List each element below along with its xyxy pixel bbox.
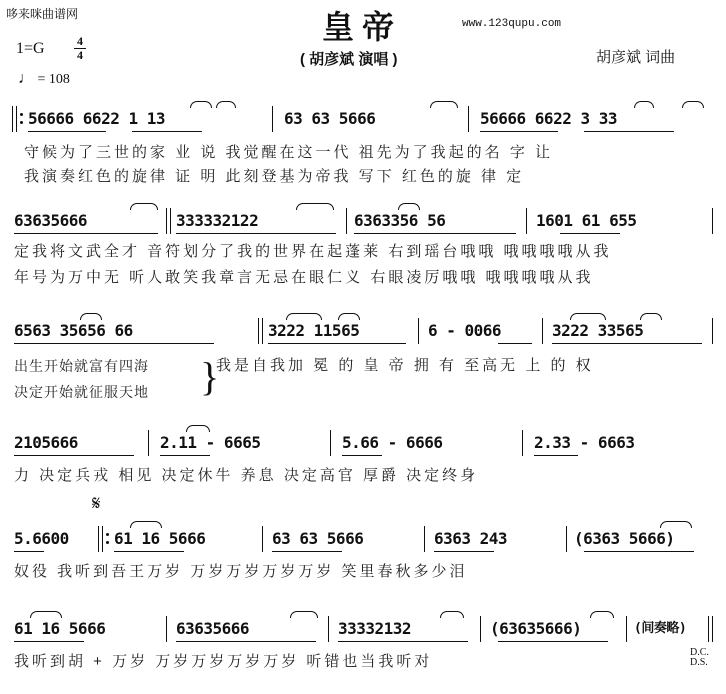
barline xyxy=(272,106,273,132)
beam-underline xyxy=(272,551,342,552)
song-title: 皇帝 xyxy=(322,8,403,46)
slur xyxy=(130,521,162,528)
time-signature-top: 4 xyxy=(77,34,83,48)
measure: 63635666 xyxy=(176,619,250,638)
beam-underline xyxy=(434,551,494,552)
beam-underline xyxy=(342,455,382,456)
measure: 2.33 - 6663 xyxy=(534,433,635,452)
measure-interlude: (6363 5666) xyxy=(574,529,675,548)
measure: 1601 61 655 xyxy=(536,211,637,230)
beam-underline xyxy=(560,233,620,234)
time-signature-bottom: 4 xyxy=(77,48,83,62)
site-url[interactable]: www.123qupu.com xyxy=(462,18,562,30)
lyric-line: 决定开始就征服天地 xyxy=(14,384,149,400)
site-name: 哆来咪曲谱网 xyxy=(6,7,79,21)
barline xyxy=(166,208,171,234)
lyric-line: 出生开始就富有四海 xyxy=(14,358,149,374)
composer-credit: 胡彦斌 词曲 xyxy=(596,49,676,66)
lyric-line: 年号为万中无 听人敢笑我章言无忌在眼仁义 右眼凌厉哦哦 哦哦哦哦从我 xyxy=(14,269,594,286)
repeat-start-barline xyxy=(12,106,17,132)
beam-underline xyxy=(28,131,106,132)
measure: 333332122 xyxy=(176,211,259,230)
beam-underline xyxy=(160,455,210,456)
beam-underline xyxy=(534,455,578,456)
slur xyxy=(80,313,102,320)
repeat-dot xyxy=(20,113,23,116)
barline xyxy=(712,318,713,344)
beam-underline xyxy=(498,343,532,344)
measure: 33332132 xyxy=(338,619,412,638)
slur xyxy=(286,313,322,320)
barline xyxy=(542,318,543,344)
ds-label: D.S. xyxy=(690,657,708,668)
beam-underline xyxy=(498,641,608,642)
beam-underline xyxy=(176,233,336,234)
slur xyxy=(682,101,704,108)
measure: 5.6600 xyxy=(14,529,69,548)
slur xyxy=(338,313,360,320)
barline xyxy=(418,318,419,344)
measure: 6363 243 xyxy=(434,529,508,548)
slur xyxy=(216,101,236,108)
barline xyxy=(346,208,347,234)
measure: 63635666 xyxy=(14,211,88,230)
repeat-end-barline xyxy=(708,616,713,642)
measure: 6 - 0066 xyxy=(428,321,502,340)
repeat-dot xyxy=(20,121,23,124)
segno-icon: 𝄋 xyxy=(92,493,101,515)
beam-underline xyxy=(14,455,134,456)
slur xyxy=(186,425,210,432)
beam-underline xyxy=(584,551,694,552)
barline xyxy=(468,106,469,132)
slur xyxy=(290,611,318,618)
repeat-dot xyxy=(106,533,109,536)
measure: 3222 33565 xyxy=(552,321,644,340)
lyric-line: 我听到胡 + 万岁 万岁万岁万岁万岁 听错也当我听对 xyxy=(14,653,433,670)
beam-underline xyxy=(268,343,406,344)
measure: 63 63 5666 xyxy=(272,529,364,548)
barline xyxy=(258,318,263,344)
beam-underline xyxy=(176,641,316,642)
lyric-line: 定我将文武全才 音符划分了我的世界在起蓬莱 右到瑶台哦哦 哦哦哦哦从我 xyxy=(14,243,612,260)
time-signature xyxy=(74,36,86,61)
measure: 3222 11565 xyxy=(268,321,360,340)
key-signature: 1=G xyxy=(16,40,45,57)
lyric-line: 我是自我加 冕 的 皇 帝 拥 有 至高无 上 的 权 xyxy=(216,357,594,374)
measure: 61 16 5666 xyxy=(14,619,106,638)
lyric-line: 我演奏红色的旋律 证 明 此刻登基为帝我 写下 红色的旋 律 定 xyxy=(24,168,525,185)
barline xyxy=(626,616,627,642)
measure: 56666 6622 1 13 xyxy=(28,109,165,128)
slur xyxy=(190,101,212,108)
slur xyxy=(30,611,62,618)
tempo-value: = 108 xyxy=(37,72,70,87)
slur xyxy=(430,101,458,108)
singer-credit: ( 胡彦斌 演唱 ) xyxy=(300,51,398,68)
quarter-note-icon: ♩ xyxy=(18,70,34,87)
beam-underline xyxy=(14,343,214,344)
beam-underline xyxy=(132,131,202,132)
dc-ds-marking xyxy=(690,648,709,668)
repeat-dot xyxy=(106,541,109,544)
slur xyxy=(634,101,654,108)
measure: 6563 35656 66 xyxy=(14,321,133,340)
tempo-marking xyxy=(18,70,70,88)
slur xyxy=(640,313,662,320)
barline xyxy=(522,430,523,456)
beam-underline xyxy=(552,343,702,344)
lyric-line: 奴役 我听到吾王万岁 万岁万岁万岁万岁 笑里春秋多少泪 xyxy=(14,563,468,580)
beam-underline xyxy=(354,233,516,234)
slur xyxy=(440,611,464,618)
repeat-start-barline xyxy=(98,526,103,552)
measure: 6363356 56 xyxy=(354,211,446,230)
slur xyxy=(590,611,614,618)
measure: 2105666 xyxy=(14,433,78,452)
barline xyxy=(480,616,481,642)
barline xyxy=(566,526,567,552)
beam-underline xyxy=(480,131,558,132)
barline xyxy=(148,430,149,456)
slur xyxy=(296,203,334,210)
beam-underline xyxy=(14,551,44,552)
lyric-brace: } xyxy=(200,354,220,399)
beam-underline xyxy=(338,641,468,642)
measure: 5.66 - 6666 xyxy=(342,433,443,452)
slur xyxy=(570,313,606,320)
measure: 61 16 5666 xyxy=(114,529,206,548)
beam-underline xyxy=(14,233,158,234)
beam-underline xyxy=(584,131,674,132)
barline xyxy=(330,430,331,456)
barline xyxy=(262,526,263,552)
dc-label: D.C. xyxy=(690,647,709,658)
measure: 63 63 5666 xyxy=(284,109,376,128)
barline xyxy=(526,208,527,234)
measure: 2.11 - 6665 xyxy=(160,433,261,452)
barline xyxy=(328,616,329,642)
barline xyxy=(424,526,425,552)
beam-underline xyxy=(114,551,184,552)
interlude-omitted-label: (间奏略) xyxy=(634,621,687,636)
barline xyxy=(166,616,167,642)
slur xyxy=(398,203,420,210)
lyric-line: 守候为了三世的家 业 说 我觉醒在这一代 祖先为了我起的名 字 让 xyxy=(24,144,554,161)
barline xyxy=(712,208,713,234)
beam-underline xyxy=(14,641,84,642)
slur xyxy=(660,521,692,528)
slur xyxy=(130,203,158,210)
lyric-line: 力 决定兵戎 相见 决定休牛 养息 决定高官 厚爵 决定终身 xyxy=(14,467,479,484)
measure-interlude: (63635666) xyxy=(490,619,582,638)
measure: 56666 6622 3 33 xyxy=(480,109,617,128)
